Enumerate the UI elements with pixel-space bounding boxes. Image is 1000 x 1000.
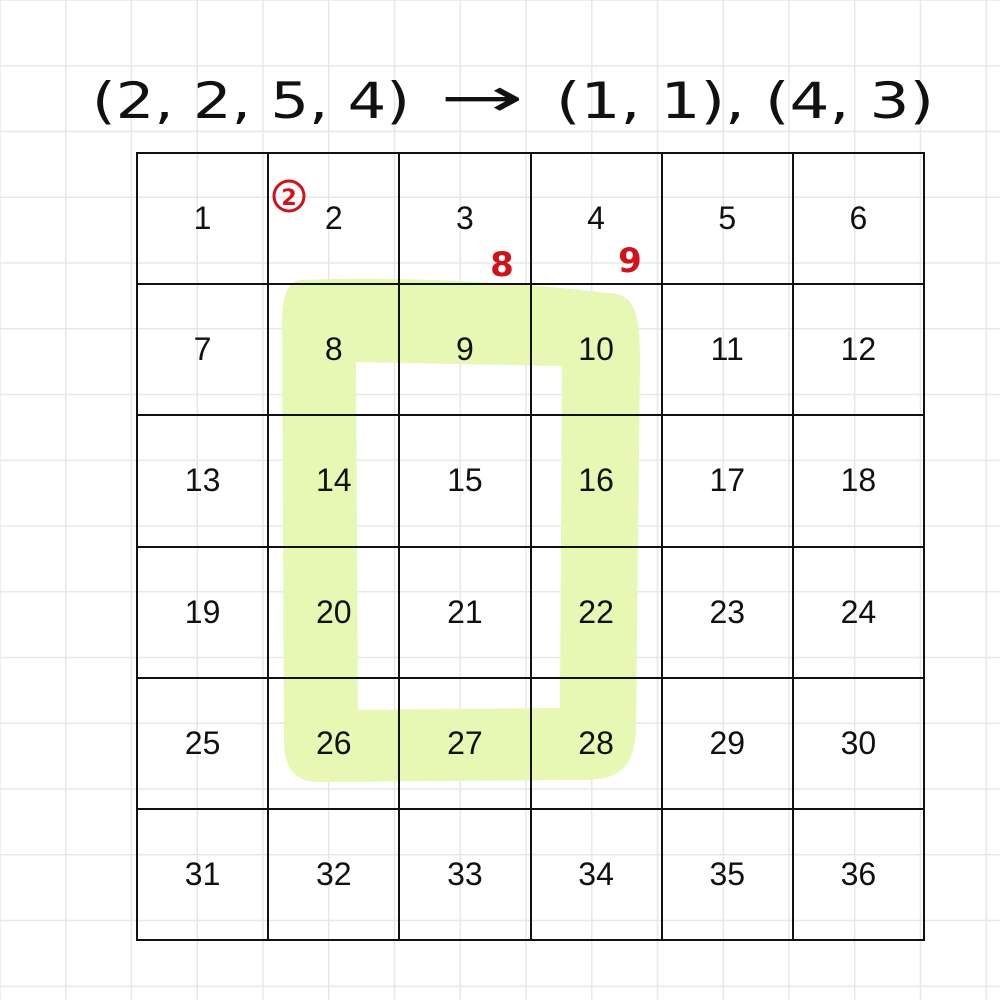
cell-number: 25 xyxy=(184,724,221,761)
cell-number: 32 xyxy=(315,855,352,892)
cell-number: 26 xyxy=(315,724,352,761)
grid-cell xyxy=(400,810,531,941)
grid-cell xyxy=(138,810,269,941)
grid-cell xyxy=(794,548,925,679)
cell-number: 18 xyxy=(840,462,877,499)
cell-number: 12 xyxy=(840,331,877,368)
cell-number: 22 xyxy=(578,593,614,630)
cell-number: 27 xyxy=(447,724,483,761)
grid-cell xyxy=(138,154,269,285)
grid-cell xyxy=(794,285,925,416)
red-label-b: 9 xyxy=(618,241,642,281)
grid-cell xyxy=(269,548,400,679)
number-grid xyxy=(136,152,925,941)
grid-cell xyxy=(269,154,400,285)
grid-cell xyxy=(138,548,269,679)
cell-number: 10 xyxy=(578,331,614,368)
grid-cell xyxy=(794,416,925,547)
cell-number: 36 xyxy=(840,855,877,892)
cell-number: 16 xyxy=(578,462,614,499)
cell-number: 23 xyxy=(709,593,746,630)
grid-cell xyxy=(138,416,269,547)
cell-number: 21 xyxy=(447,593,483,630)
grid-cell xyxy=(400,548,531,679)
grid-cell xyxy=(269,285,400,416)
cell-number: 20 xyxy=(315,593,352,630)
title-lhs: (2, 2, 5, 4) xyxy=(92,72,410,130)
cell-number: 24 xyxy=(840,593,877,630)
cell-number: 5 xyxy=(718,200,737,237)
grid-cell xyxy=(663,810,794,941)
cell-number: 1 xyxy=(193,200,212,237)
title-rhs: (1, 1), (4, 3) xyxy=(556,72,934,130)
cell-number: 2 xyxy=(324,200,343,237)
grid-cell xyxy=(400,679,531,810)
grid-cell xyxy=(663,679,794,810)
grid-cell xyxy=(400,416,531,547)
cell-number: 9 xyxy=(456,331,474,368)
cell-number: 7 xyxy=(193,331,212,368)
cell-number: 35 xyxy=(709,855,746,892)
cell-number: 17 xyxy=(709,462,746,499)
cell-number: 3 xyxy=(456,200,474,237)
grid-cell xyxy=(269,416,400,547)
grid-cell xyxy=(138,285,269,416)
grid-cell xyxy=(532,810,663,941)
cell-number: 14 xyxy=(315,462,352,499)
cell-number: 19 xyxy=(184,593,221,630)
grid-cell xyxy=(794,810,925,941)
grid-cell xyxy=(663,154,794,285)
title-arrow: → xyxy=(440,66,524,129)
grid-cell xyxy=(663,416,794,547)
grid-cell xyxy=(663,548,794,679)
grid-cell xyxy=(269,679,400,810)
grid-cell xyxy=(400,285,531,416)
grid-cell xyxy=(794,679,925,810)
cell-number: 15 xyxy=(447,462,483,499)
grid-cell xyxy=(532,679,663,810)
grid-cell xyxy=(532,548,663,679)
cell-number: 31 xyxy=(184,855,221,892)
cell-number: 8 xyxy=(324,331,343,368)
grid-cell xyxy=(269,810,400,941)
grid-cell xyxy=(138,679,269,810)
cell-number: 28 xyxy=(578,724,614,761)
cell-number: 33 xyxy=(447,855,483,892)
cell-number: 4 xyxy=(587,200,605,237)
circled-number: 2 xyxy=(281,186,297,211)
grid-cell xyxy=(400,154,531,285)
cell-number: 29 xyxy=(709,724,746,761)
red-label-a: 8 xyxy=(490,245,514,285)
grid-cell xyxy=(532,154,663,285)
grid-cell xyxy=(532,416,663,547)
grid-cell xyxy=(794,154,925,285)
cell-number: 30 xyxy=(840,724,877,761)
cell-number: 13 xyxy=(184,462,221,499)
cell-number: 11 xyxy=(710,331,744,368)
cell-number: 34 xyxy=(578,855,614,892)
cell-number: 6 xyxy=(849,200,868,237)
grid-cell xyxy=(663,285,794,416)
grid-cell xyxy=(532,285,663,416)
